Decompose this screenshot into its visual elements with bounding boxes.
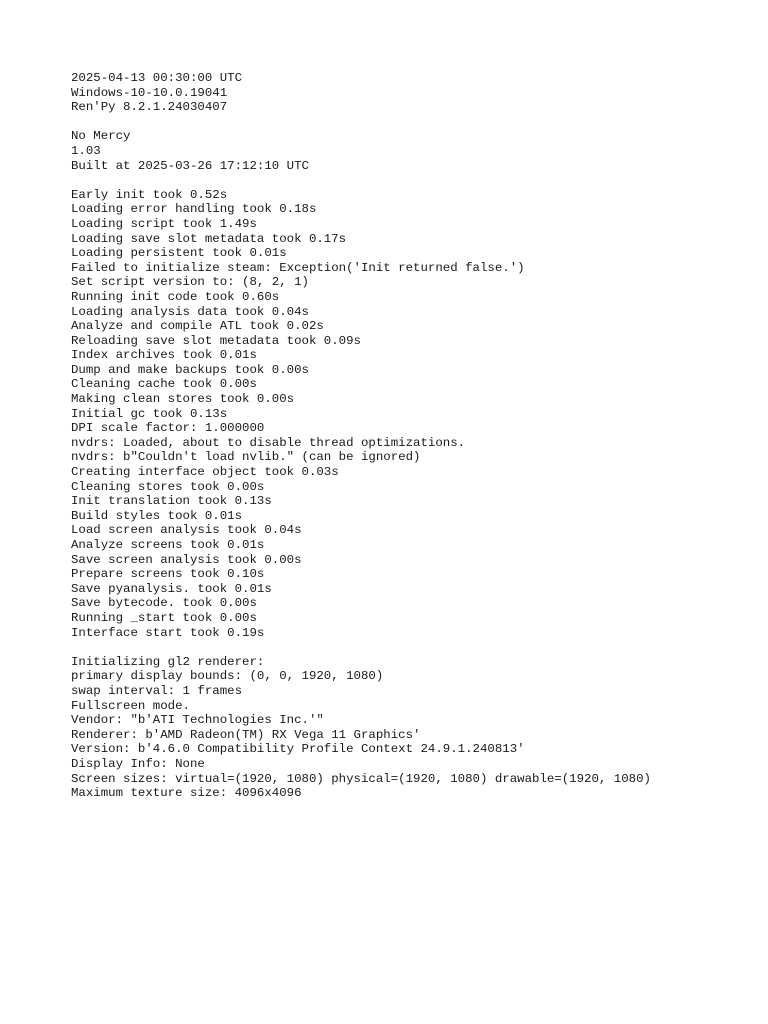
log-line: Renderer: b'AMD Radeon(TM) RX Vega 11 Graphics' bbox=[71, 727, 421, 742]
log-line: nvdrs: Loaded, about to disable thread optimizations. bbox=[71, 435, 466, 450]
log-line: Version: b'4.6.0 Compatibility Profile Context 24.9.1.240813' bbox=[71, 742, 525, 757]
log-line: Making clean stores took 0.00s bbox=[71, 392, 295, 407]
log-line: Loading script took 1.49s bbox=[71, 216, 257, 231]
log-document bbox=[71, 71, 751, 815]
log-line: DPI scale factor: 1.000000 bbox=[71, 421, 265, 436]
log-line: Loading error handling took 0.18s bbox=[71, 202, 317, 217]
log-line: Analyze and compile ATL took 0.02s bbox=[71, 319, 324, 334]
log-line: Vendor: "b'ATI Technologies Inc.'" bbox=[71, 713, 324, 728]
log-line: Loading persistent took 0.01s bbox=[71, 246, 287, 261]
system-info-block bbox=[71, 71, 751, 115]
log-line: Display Info: None bbox=[71, 756, 205, 771]
log-line: Ren'Py 8.2.1.24030407 bbox=[71, 100, 228, 115]
log-line: Screen sizes: virtual=(1920, 1080) physical=(1920, 1080) drawable=(1920, 1080) bbox=[71, 771, 651, 786]
log-line: Running _start took 0.00s bbox=[71, 610, 257, 625]
log-line: Save bytecode. took 0.00s bbox=[71, 596, 257, 611]
log-line: Creating interface object took 0.03s bbox=[71, 465, 339, 480]
log-line: Initial gc took 0.13s bbox=[71, 406, 228, 421]
log-line: 2025-04-13 00:30:00 UTC bbox=[71, 71, 243, 85]
log-line: Maximum texture size: 4096x4096 bbox=[71, 786, 302, 801]
log-line: Load screen analysis took 0.04s bbox=[71, 523, 302, 538]
log-line: Index archives took 0.01s bbox=[71, 348, 257, 363]
log-line: Fullscreen mode. bbox=[71, 698, 190, 713]
log-line: Analyze screens took 0.01s bbox=[71, 538, 265, 552]
log-line: primary display bounds: (0, 0, 1920, 1080) bbox=[71, 669, 384, 684]
log-line: 1.03 bbox=[71, 143, 101, 158]
log-line: Early init took 0.52s bbox=[71, 187, 228, 202]
log-line: Loading analysis data took 0.04s bbox=[71, 304, 309, 319]
log-line: Failed to initialize steam: Exception('Init returned false.') bbox=[71, 260, 525, 275]
init-timings-block bbox=[71, 188, 751, 640]
log-line: Cleaning stores took 0.00s bbox=[71, 479, 265, 494]
log-line: Loading save slot metadata took 0.17s bbox=[71, 231, 347, 246]
log-line: Dump and make backups took 0.00s bbox=[71, 362, 309, 377]
log-line: swap interval: 1 frames bbox=[71, 683, 243, 698]
renderer-info-block bbox=[71, 655, 751, 801]
log-line: Build styles took 0.01s bbox=[71, 508, 243, 523]
log-line: Windows-10-10.0.19041 bbox=[71, 85, 228, 100]
log-line: Set script version to: (8, 2, 1) bbox=[71, 275, 309, 290]
log-line: Save pyanalysis. took 0.01s bbox=[71, 581, 272, 596]
log-line: Save screen analysis took 0.00s bbox=[71, 552, 302, 567]
game-info-block bbox=[71, 129, 751, 173]
log-line: Running init code took 0.60s bbox=[71, 289, 280, 304]
log-line: Initializing gl2 renderer: bbox=[71, 654, 265, 669]
log-line: Prepare screens took 0.10s bbox=[71, 567, 265, 582]
log-line: Reloading save slot metadata took 0.09s bbox=[71, 333, 361, 348]
log-line: Interface start took 0.19s bbox=[71, 625, 265, 640]
log-line: No Mercy bbox=[71, 129, 131, 144]
log-line: Cleaning cache took 0.00s bbox=[71, 377, 257, 392]
log-line: nvdrs: b"Couldn't load nvlib." (can be ignored) bbox=[71, 450, 421, 465]
log-line: Init translation took 0.13s bbox=[71, 494, 272, 509]
log-line: Built at 2025-03-26 17:12:10 UTC bbox=[71, 158, 309, 173]
